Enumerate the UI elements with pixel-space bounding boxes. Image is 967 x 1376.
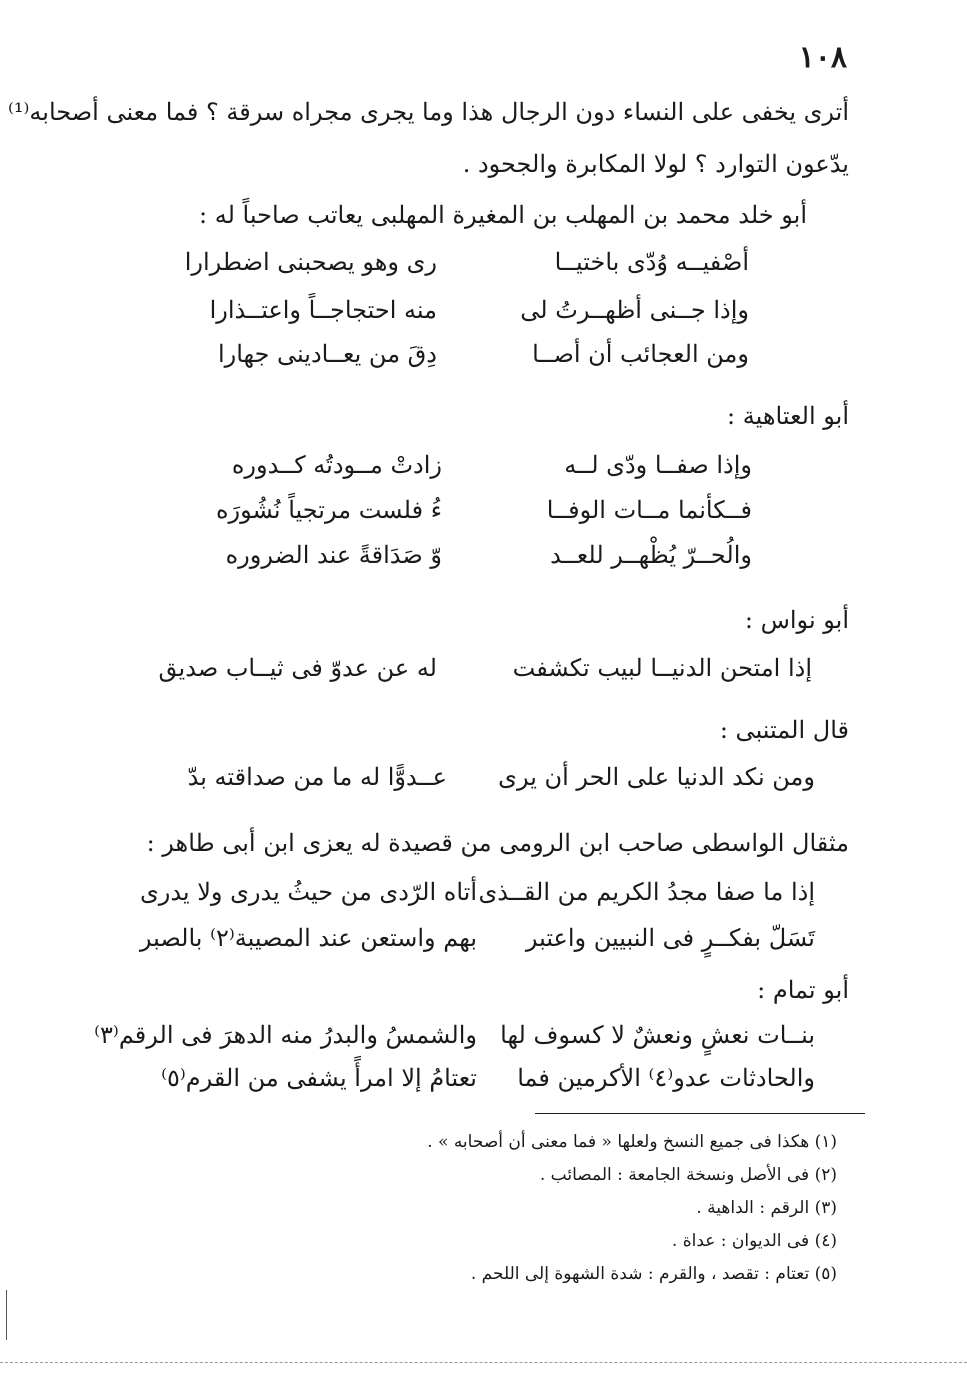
section-heading: أبو تمام :	[757, 976, 849, 1004]
verse-second-hemistich: له عن عدوّ فى ثيــاب صديق	[158, 654, 437, 682]
verse-second-hemistich: دِقَ من يعــادينى جهارا	[217, 340, 437, 368]
verse-first-hemistich: بنــات نعشٍ ونعشٌ لا كسوف لها	[500, 1021, 815, 1049]
verse-second-hemistich: تعتامُ إلا امرأً يشفى من القرم⁽٥⁾	[161, 1064, 477, 1092]
paragraph-line: يدّعون التوارد ؟ لولا المكابرة والجحود .	[462, 150, 849, 178]
footnote: (٢) فى الأصل ونسخة الجامعة : المصائب .	[539, 1165, 837, 1185]
verse-second-hemistich: زادتْ مــودتُه كــدوره	[231, 451, 442, 479]
scan-bottom-edge	[0, 1362, 967, 1364]
verse-second-hemistich: ءُ فلست مرتجياً نُشُورَه	[215, 496, 442, 524]
scan-edge-mark	[6, 1290, 7, 1340]
section-heading: أبو خلد محمد بن المهلب بن المغيرة المهلبى يعاتب صاحباً له :	[199, 201, 807, 229]
verse-second-hemistich: والشمسُ والبدرُ منه الدهرَ فى الرقم⁽٣⁾	[94, 1021, 477, 1049]
section-heading: أبو العتاهية :	[727, 402, 849, 430]
verse-second-hemistich: وّ صَدَاقةً عند الضروره	[225, 541, 442, 569]
section-heading: أبو نواس :	[744, 606, 849, 634]
verse-first-hemistich: والُحــرّ يُظْهــر للعــد	[550, 541, 752, 569]
section-heading: مثقال الواسطى صاحب ابن الرومى من قصيدة له يعزى ابن أبى طاهر :	[146, 829, 849, 857]
verse-second-hemistich: منه احتجاجــاً واعتــذارا	[209, 296, 437, 324]
footnote: (١) هكذا فى جميع النسخ ولعلها « فما معنى أن أصحابه » .	[427, 1132, 837, 1152]
verse-second-hemistich: عــدوًّا له ما من صداقته بدّ	[187, 763, 447, 791]
verse-first-hemistich: تَسَلّ بفكــرٍ فى النبيين واعتبر	[525, 924, 815, 952]
verse-first-hemistich: وإذا صفــا ودّى لــه	[564, 451, 752, 479]
paragraph-line: أترى يخفى على النساء دون الرجال هذا وما يجرى مجراه سرقة ؟ فما معنى أصحابه⁽¹⁾	[7, 98, 849, 126]
verse-first-hemistich: فــكأنما مــات الوفــا	[546, 496, 752, 524]
verse-second-hemistich: رى وهو يصحبنى اضطرارا	[184, 248, 437, 276]
verse-first-hemistich: وإذا جــنى أظهــرتُ لى	[520, 296, 749, 324]
verse-second-hemistich: بهم واستعن عند المصيبة⁽٢⁾ بالصبر	[139, 924, 477, 952]
verse-first-hemistich: أصْفيــه وُدّى باختيــا	[554, 248, 749, 276]
footnote-separator	[535, 1113, 865, 1114]
section-heading: قال المتنبى :	[719, 716, 849, 744]
page-number: ١٠٨	[798, 40, 847, 75]
verse-first-hemistich: والحادثات عدو⁽٤⁾ الأكرمين فما	[517, 1064, 815, 1092]
verse-second-hemistich: أتاه الرّدى من حيثُ يدرى ولا يدرى	[139, 878, 477, 906]
verse-first-hemistich: ومن العجائب أن أصــا	[532, 340, 749, 368]
verse-first-hemistich: إذا امتحن الدنيــا لبيب تكشفت	[512, 654, 812, 682]
verse-first-hemistich: إذا ما صفا مجدُ الكريم من القــذى	[478, 878, 815, 906]
footnote: (٤) فى الديوان : عداة .	[671, 1231, 837, 1251]
verse-first-hemistich: ومن نكد الدنيا على الحر أن يرى	[498, 763, 815, 791]
footnote: (٣) الرقم : الداهية .	[696, 1198, 837, 1218]
footnote: (٥) تعتام : تقصد ، والقرم : شدة الشهوة إلى اللحم .	[470, 1264, 837, 1284]
